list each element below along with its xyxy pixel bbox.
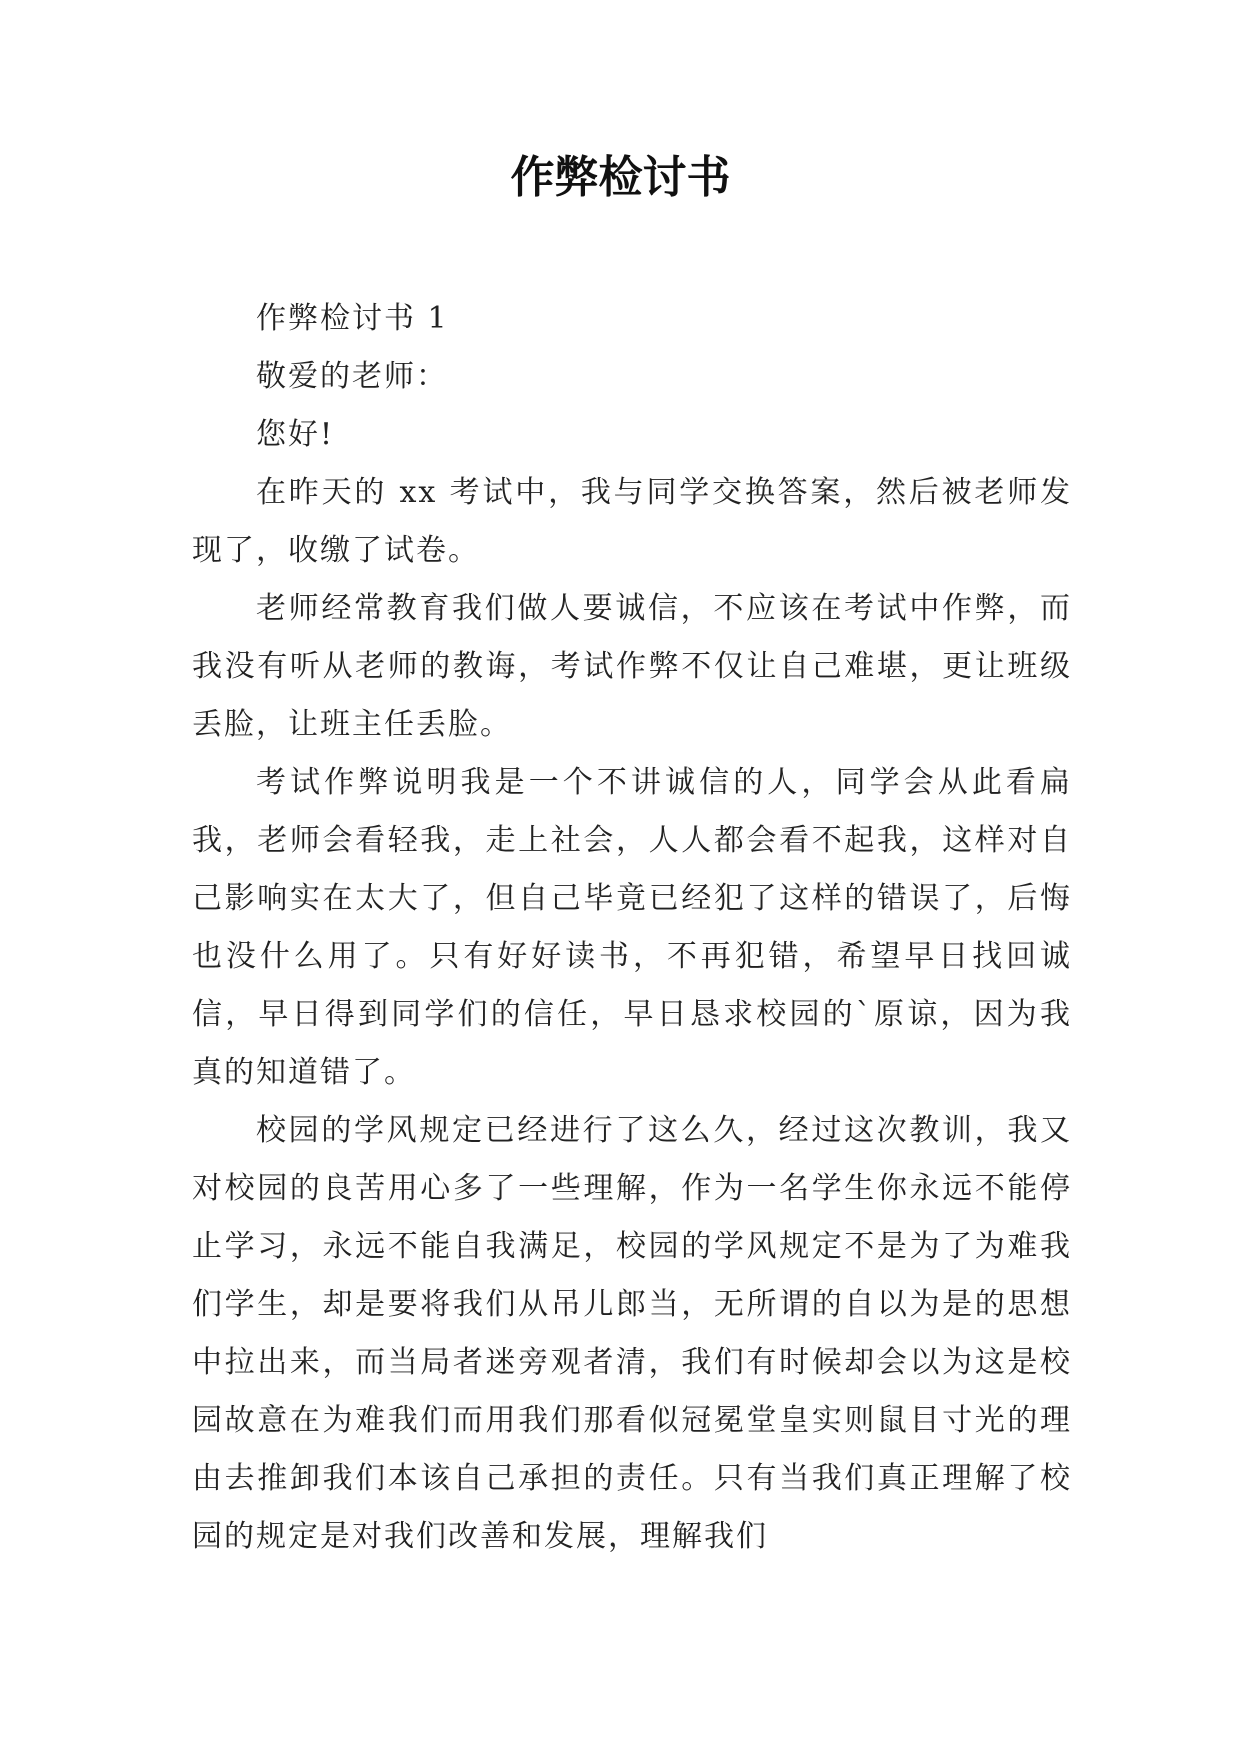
section-heading: 作弊检讨书 1	[256, 301, 449, 336]
salutation: 敬爱的老师：	[256, 359, 448, 394]
greeting: 您好!	[256, 417, 335, 452]
body-paragraph: 考试作弊说明我是一个不讲诚信的人，同学会从此看扁我，老师会看轻我，走上社会，人人都会看不起我，这样对自己影响实在太大了，但自己毕竟已经犯了这样的错误了，后悔也没什么用了。只有好好读书，不再犯错，希望早日找回诚信，早日得到同学们的信任，早日恳求校园的`原谅，因为我真的知道错了。	[192, 765, 1072, 1090]
body-paragraph: 在昨天的 xx 考试中，我与同学交换答案，然后被老师发现了，收缴了试卷。	[192, 475, 1072, 568]
body-paragraph: 老师经常教育我们做人要诚信，不应该在考试中作弊，而我没有听从老师的教诲，考试作弊不仅让自己难堪，更让班级丢脸，让班主任丢脸。	[192, 591, 1072, 742]
document-title: 作弊检讨书	[510, 152, 731, 203]
body-paragraph: 校园的学风规定已经进行了这么久，经过这次教训，我又对校园的良苦用心多了一些理解，作为一名学生你永远不能停止学习，永远不能自我满足，校园的学风规定不是为了为难我们学生，却是要将我们从吊儿郎当，无所谓的自以为是的思想中拉出来，而当局者迷旁观者清，我们有时候却会以为这是校园故意在为难我们而用我们那看似冠冕堂皇实则鼠目寸光的理由去推卸我们本该自己承担的责任。只有当我们真正理解了校园的规定是对我们改善和发展，理解我们	[192, 1113, 1072, 1554]
document-body	[192, 290, 1072, 1566]
